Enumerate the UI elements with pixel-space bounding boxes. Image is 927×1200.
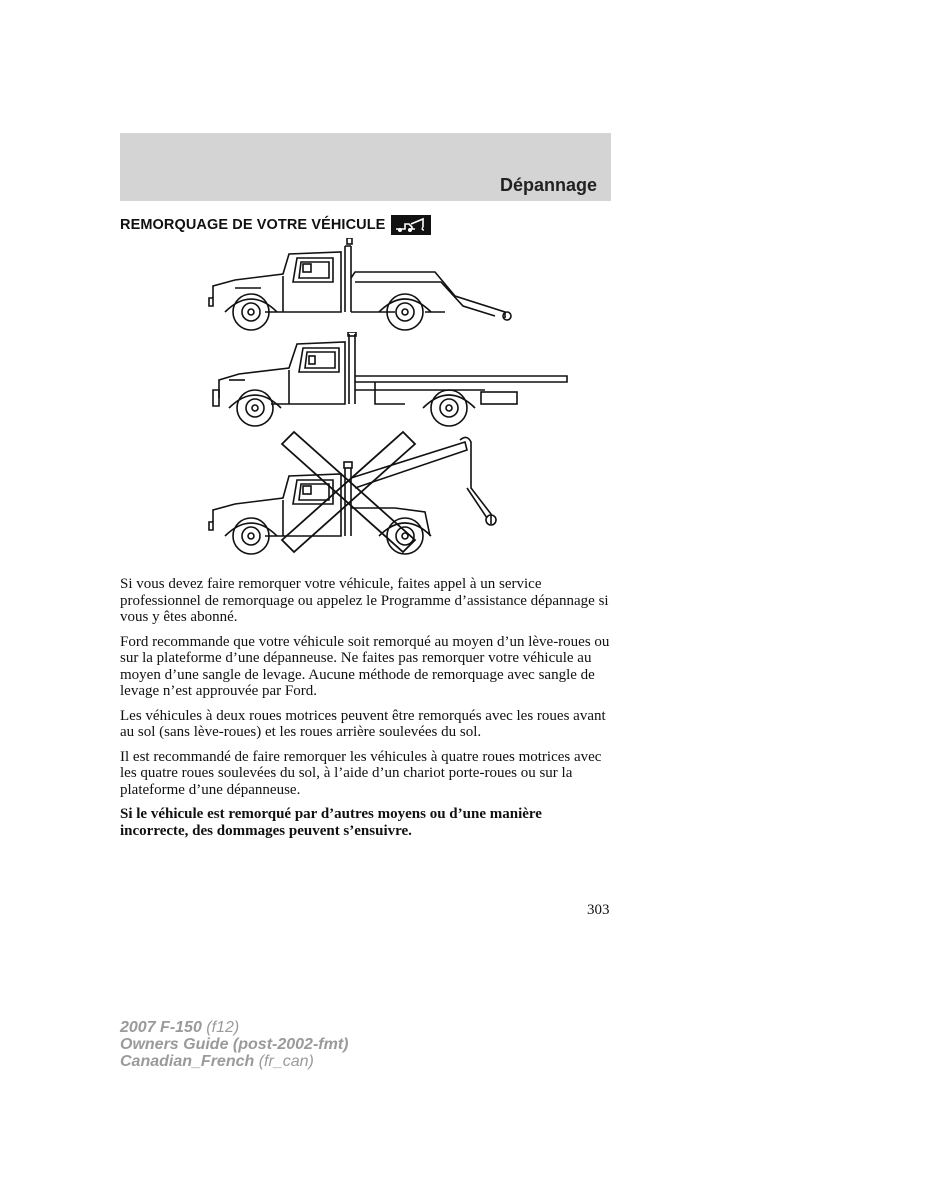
page-section-title: Dépannage: [499, 175, 597, 195]
footer-line-2: [120, 1036, 348, 1053]
tow-truck-icon: [391, 215, 431, 235]
wheel-lift-tow-truck-illustration: [205, 238, 515, 334]
section-heading-text: REMORQUAGE DE VOTRE VÉHICULE: [120, 217, 386, 233]
cross-out-stroke-2: [282, 432, 415, 552]
footer-language: Canadian_French: [120, 1053, 255, 1070]
footer-guide: Owners Guide (post-2002-fmt): [120, 1036, 349, 1053]
warning-paragraph: Si le véhicule est remorqué par d’autres moyens ou d’une manière incorrecte, des dommages peuvent s’ensuivre.: [120, 806, 542, 839]
paragraph: Les véhicules à deux roues motrices peuvent être remorqués avec les roues avant au sol (sans lève-roues) et les roues arrière soulevées du sol.: [120, 707, 606, 740]
footer-line-3: [120, 1053, 348, 1070]
paragraph: Si vous devez faire remorquer votre véhicule, faites appel à un service professionnel de remorquage ou appelez le Programme d’assistance dépannage si vous y êtes abonné.: [120, 576, 609, 625]
section-heading: [120, 215, 431, 235]
footer: [120, 1019, 348, 1070]
paragraph: Il est recommandé de faire remorquer les véhicules à quatre roues motrices avec les quatre roues soulevées du sol, à l’aide d’un chariot porte-roues ou sur la plateforme d’une dépanneuse.: [120, 748, 602, 798]
footer-model: 2007 F-150: [120, 1019, 202, 1036]
header-band: [120, 133, 611, 201]
paragraph: Ford recommande que votre véhicule soit remorqué au moyen d’un lève-roues ou sur la plateforme d’une dépanneuse. Ne faites pas remorquer votre véhicule au moyen d’une sangle de levage. Aucune méthode de remorquage avec sangle de levage n’est approuvée par Ford.: [120, 633, 610, 699]
cross-out-stroke-1: [282, 432, 415, 552]
footer-line-1: [120, 1019, 348, 1036]
page-number: 303: [587, 902, 610, 918]
footer-language-code: (fr_can): [254, 1053, 314, 1070]
flatbed-tow-truck-illustration: [205, 332, 570, 428]
sling-tow-truck-illustration: [205, 428, 505, 563]
body-text: [120, 576, 612, 847]
footer-model-code: (f12): [201, 1019, 240, 1036]
